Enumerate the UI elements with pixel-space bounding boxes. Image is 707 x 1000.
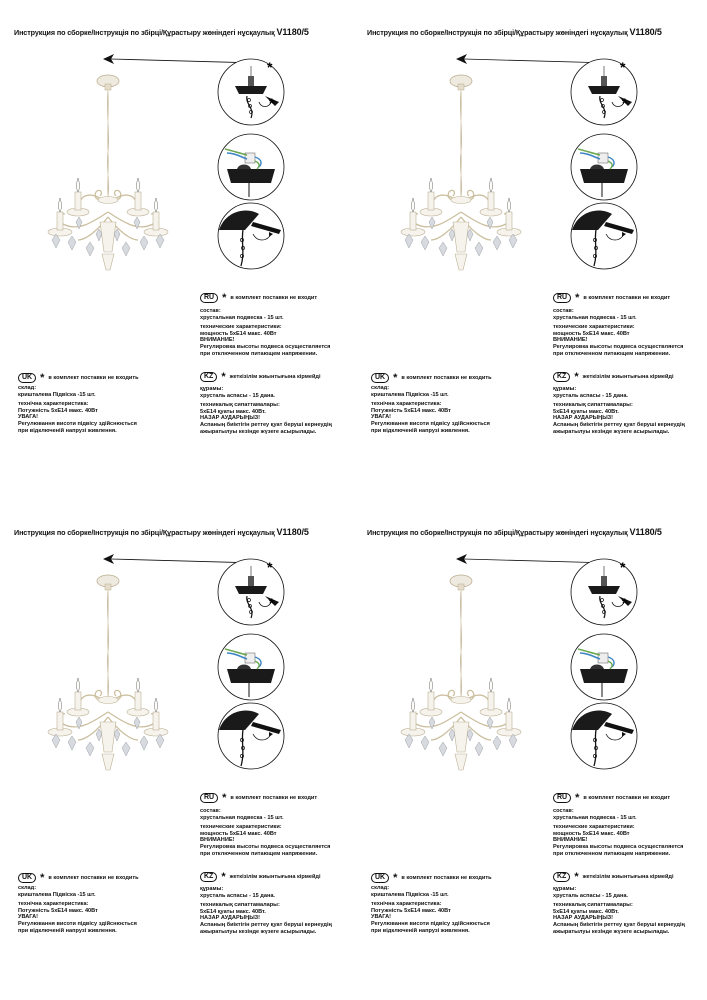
ru-header: [200, 793, 317, 803]
uk-not-included: в комплект поставки не входить: [401, 375, 492, 381]
uk-not-included: в комплект поставки не входить: [48, 875, 139, 881]
ru-not-included: в комплект поставки не входит: [583, 795, 671, 801]
kz-header: [200, 872, 321, 882]
height-adjust-icon: [215, 200, 287, 272]
star-icon: *: [222, 792, 227, 804]
uk-specs: склад: кришталева Підвіска -15 шт. технічна характеристика: Потужність 5хЕ14 макс. 40Вт УВАГА! Регулювання висоти підвісу здійснюється при відключеній напрузі живлення.: [18, 885, 137, 934]
kz-specs: құрамы: хрусталь аспасы - 15 дана. техникалық сипаттамалары: 5хЕ14 қуаты макс. 40Вт. НАЗАР АУДАРЫҢЫЗ! Аспаның биіктігін реттеу қуат беруші кернеудің ажыратылуы кезінде жүзеге асырылады.: [200, 386, 332, 435]
height-adjust-icon: [568, 700, 640, 772]
canopy-chain-icon: [568, 556, 640, 628]
model-number: V1180/5: [629, 27, 662, 37]
ru-specs: состав: хрустальная подвеска - 15 шт. технические характеристики: мощность 5хЕ14 макс. 40Вт ВНИМАНИЕ! Регулировка высоты подвеса осуществляется при отключенном питающем напряжении.: [553, 308, 684, 357]
canopy-chain-diagram: [568, 556, 640, 628]
uk-not-included: в комплект поставки не входить: [401, 875, 492, 881]
ru-badge: RU: [200, 793, 218, 803]
height-adjust-diagram: [215, 700, 287, 772]
canopy-chain-icon: [215, 556, 287, 628]
height-adjust-icon: [215, 700, 287, 772]
kz-specs: құрамы: хрусталь аспасы - 15 дана. техникалық сипаттамалары: 5хЕ14 қуаты макс. 40Вт. НАЗАР АУДАРЫҢЫЗ! Аспаның биіктігін реттеу қуат беруші кернеудің ажыратылуы кезінде жүзеге асырылады.: [553, 386, 685, 435]
star-icon: *: [221, 371, 226, 383]
model-number: V1180/5: [629, 527, 662, 537]
kz-not-included: жеткізілім жиынтығына кірмейді: [229, 874, 321, 880]
ru-badge: RU: [553, 293, 571, 303]
ru-badge: RU: [200, 293, 218, 303]
kz-not-included: жеткізілім жиынтығына кірмейді: [582, 874, 674, 880]
svg-text:*: *: [622, 595, 628, 611]
uk-header: [18, 373, 139, 383]
canopy-chain-icon: [215, 56, 287, 128]
uk-header: [371, 873, 492, 883]
svg-text:*: *: [620, 59, 626, 75]
kz-badge: KZ: [553, 872, 570, 882]
ru-specs: состав: хрустальная подвеска - 15 шт. технические характеристики: мощность 5хЕ14 макс. 40Вт ВНИМАНИЕ! Регулировка высоты подвеса осуществляется при отключенном питающем напряжении.: [553, 808, 684, 857]
kz-specs: құрамы: хрусталь аспасы - 15 дана. техникалық сипаттамалары: 5хЕ14 қуаты макс. 40Вт. НАЗАР АУДАРЫҢЫЗ! Аспаның биіктігін реттеу қуат беруші кернеудің ажыратылуы кезінде жүзеге асырылады.: [553, 886, 685, 935]
kz-header: [200, 372, 321, 382]
ru-not-included: в комплект поставки не входит: [230, 295, 318, 301]
chandelier-illustration: [38, 572, 178, 802]
ru-not-included: в комплект поставки не входит: [583, 295, 671, 301]
uk-not-included: в комплект поставки не входить: [48, 375, 139, 381]
svg-text:*: *: [622, 95, 628, 111]
kz-badge: KZ: [553, 372, 570, 382]
kz-not-included: жеткізілім жиынтығына кірмейді: [582, 374, 674, 380]
ru-not-included: в комплект поставки не входит: [230, 795, 318, 801]
canopy-chain-diagram: [215, 56, 287, 128]
wiring-diagram: [568, 131, 640, 203]
wiring-diagram: [568, 631, 640, 703]
height-adjust-diagram: [568, 200, 640, 272]
star-icon: *: [575, 792, 580, 804]
uk-specs: склад: кришталева Підвіска -15 шт. технічна характеристика: Потужність 5хЕ14 макс. 40Вт УВАГА! Регулювання висоти підвісу здійснюється при відключеній напрузі живлення.: [18, 385, 137, 434]
height-adjust-diagram: [568, 700, 640, 772]
ru-header: [553, 793, 670, 803]
model-number: V1180/5: [276, 27, 309, 37]
star-icon: *: [222, 292, 227, 304]
wire-connection-icon: [215, 131, 287, 203]
svg-text:*: *: [269, 95, 275, 111]
star-icon: *: [574, 871, 579, 883]
instruction-sheet-top-left: [0, 0, 353, 500]
model-number: V1180/5: [276, 527, 309, 537]
chandelier-illustration: [38, 72, 178, 302]
height-adjust-icon: [568, 200, 640, 272]
height-adjust-diagram: [215, 200, 287, 272]
ru-header: [200, 293, 317, 303]
ru-header: [553, 293, 670, 303]
star-icon: *: [574, 371, 579, 383]
svg-text:*: *: [267, 559, 273, 575]
kz-not-included: жеткізілім жиынтығына кірмейді: [229, 374, 321, 380]
chandelier-illustration: [391, 72, 531, 302]
instruction-title: Инструкция по сборке/Інструкція по збірці/Құрастыру жөніндегі нұсқаулық V1180/5: [14, 527, 309, 537]
ru-specs: состав: хрустальная подвеска - 15 шт. технические характеристики: мощность 5хЕ14 макс. 40Вт ВНИМАНИЕ! Регулировка высоты подвеса осуществляется при отключенном питающем напряжении.: [200, 308, 331, 357]
wiring-diagram: [215, 631, 287, 703]
wire-connection-icon: [568, 131, 640, 203]
svg-text:*: *: [269, 595, 275, 611]
instruction-title: Инструкция по сборке/Інструкція по збірці/Құрастыру жөніндегі нұсқаулық V1180/5: [14, 27, 309, 37]
wire-connection-icon: [568, 631, 640, 703]
svg-text:*: *: [620, 559, 626, 575]
uk-badge: UK: [371, 373, 389, 383]
ru-specs: состав: хрустальная подвеска - 15 шт. технические характеристики: мощность 5хЕ14 макс. 40Вт ВНИМАНИЕ! Регулировка высоты подвеса осуществляется при отключенном питающем напряжении.: [200, 808, 331, 857]
instruction-sheet-bottom-left: [0, 500, 353, 1000]
star-icon: *: [40, 372, 45, 384]
star-icon: *: [393, 872, 398, 884]
uk-badge: UK: [371, 873, 389, 883]
uk-specs: склад: кришталева Підвіска -15 шт. технічна характеристика: Потужність 5хЕ14 макс. 40Вт УВАГА! Регулювання висоти підвісу здійснюється при відключеній напрузі живлення.: [371, 885, 490, 934]
instruction-sheet-bottom-right: [353, 500, 706, 1000]
chandelier-illustration: [391, 572, 531, 802]
instruction-sheet-top-right: [353, 0, 706, 500]
star-icon: *: [575, 292, 580, 304]
canopy-chain-diagram: [215, 556, 287, 628]
uk-badge: UK: [18, 373, 36, 383]
canopy-chain-diagram: [568, 56, 640, 128]
star-icon: *: [221, 871, 226, 883]
kz-badge: KZ: [200, 372, 217, 382]
uk-badge: UK: [18, 873, 36, 883]
uk-specs: склад: кришталева Підвіска -15 шт. технічна характеристика: Потужність 5хЕ14 макс. 40Вт УВАГА! Регулювання висоти підвісу здійснюється при відключеній напрузі живлення.: [371, 385, 490, 434]
uk-header: [371, 373, 492, 383]
wiring-diagram: [215, 131, 287, 203]
canopy-chain-icon: [568, 56, 640, 128]
star-icon: *: [40, 872, 45, 884]
instruction-title: Инструкция по сборке/Інструкція по збірці/Құрастыру жөніндегі нұсқаулық V1180/5: [367, 527, 662, 537]
svg-text:*: *: [267, 59, 273, 75]
uk-header: [18, 873, 139, 883]
kz-badge: KZ: [200, 872, 217, 882]
kz-specs: құрамы: хрусталь аспасы - 15 дана. техникалық сипаттамалары: 5хЕ14 қуаты макс. 40Вт. НАЗАР АУДАРЫҢЫЗ! Аспаның биіктігін реттеу қуат беруші кернеудің ажыратылуы кезінде жүзеге асырылады.: [200, 886, 332, 935]
wire-connection-icon: [215, 631, 287, 703]
star-icon: *: [393, 372, 398, 384]
ru-badge: RU: [553, 793, 571, 803]
instruction-title: Инструкция по сборке/Інструкція по збірці/Құрастыру жөніндегі нұсқаулық V1180/5: [367, 27, 662, 37]
kz-header: [553, 372, 674, 382]
kz-header: [553, 872, 674, 882]
